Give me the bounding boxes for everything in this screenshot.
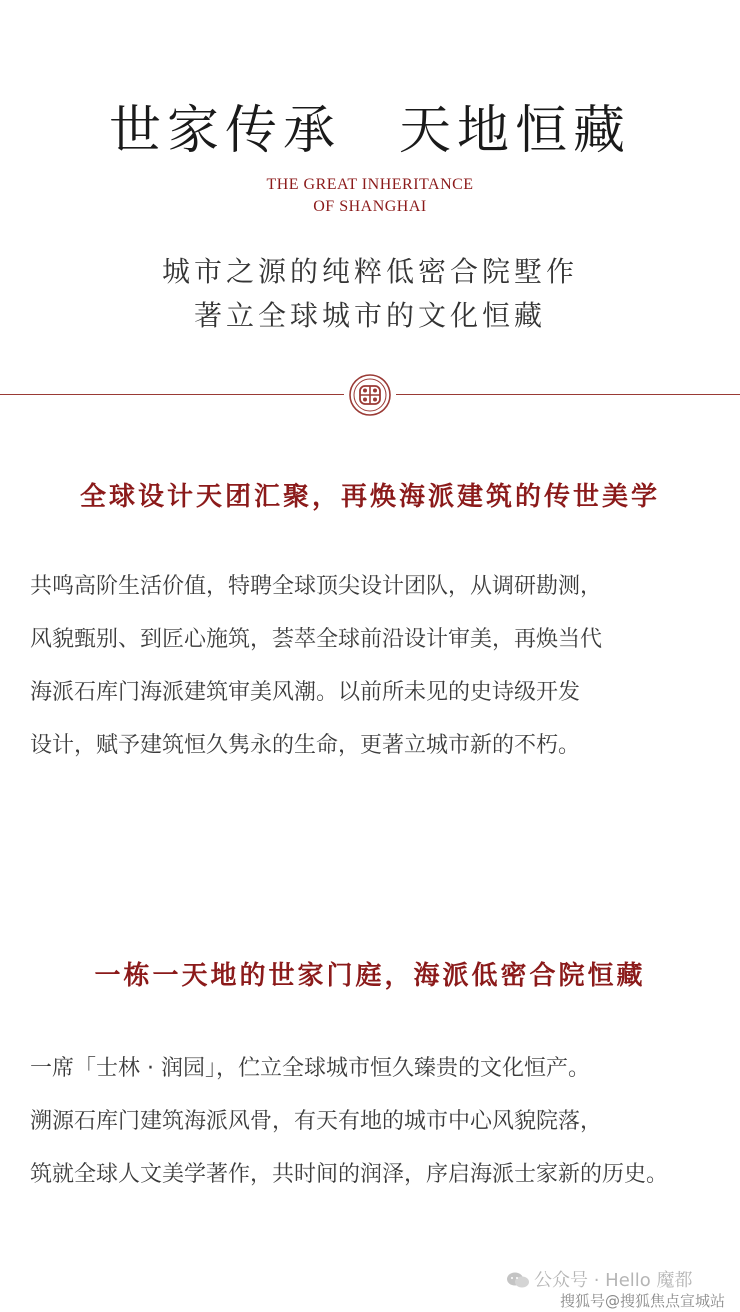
section-1-title: 全球设计天团汇聚，再焕海派建筑的传世美学 [79,482,660,512]
english-subtitle-line-2: OF SHANGHAI [313,198,427,215]
section-2-line: 筑就全球人文美学著作，共时间的润泽，序启海派士家新的历史。 [30,1162,669,1187]
divider-left [0,394,344,395]
tagline-line-1: 城市之源的纯粹低密合院墅作 [161,255,578,288]
section-2-title: 一栋一天地的世家门庭，海派低密合院恒藏 [94,961,646,991]
section-2-body [30,1042,720,1201]
watermark-source: 搜狐号@搜狐焦点宣城站 [560,1292,726,1310]
tagline-line-2: 著立全球城市的文化恒藏 [193,299,546,332]
wechat-icon [506,1271,530,1289]
watermark-account-text: 公众号 · Hello 魔都 [534,1270,693,1291]
section-1-line: 海派石库门海派建筑审美风潮。以前所未见的史诗级开发 [30,680,581,705]
english-subtitle-line-1: THE GREAT INHERITANCE [266,176,474,193]
english-subtitle [0,174,740,218]
divider-right [396,394,740,395]
section-1-line: 共鸣高阶生活价值，特聘全球顶尖设计团队，从调研勘测， [30,574,603,599]
section-1-body [30,560,720,772]
section-1-line: 设计，赋予建筑恒久隽永的生命，更著立城市新的不朽。 [30,733,581,758]
main-title: 世家传承 天地恒藏 [108,101,631,161]
section-1-line: 风貌甄别、到匠心施筑，荟萃全球前沿设计审美，再焕当代 [30,627,603,652]
watermark-account [506,1266,693,1292]
section-2-line: 一席「士林 · 润园」，伫立全球城市恒久臻贵的文化恒产。 [30,1056,590,1081]
emblem-icon [346,373,394,417]
section-2-line: 溯源石库门建筑海派风骨，有天有地的城市中心风貌院落， [30,1109,603,1134]
